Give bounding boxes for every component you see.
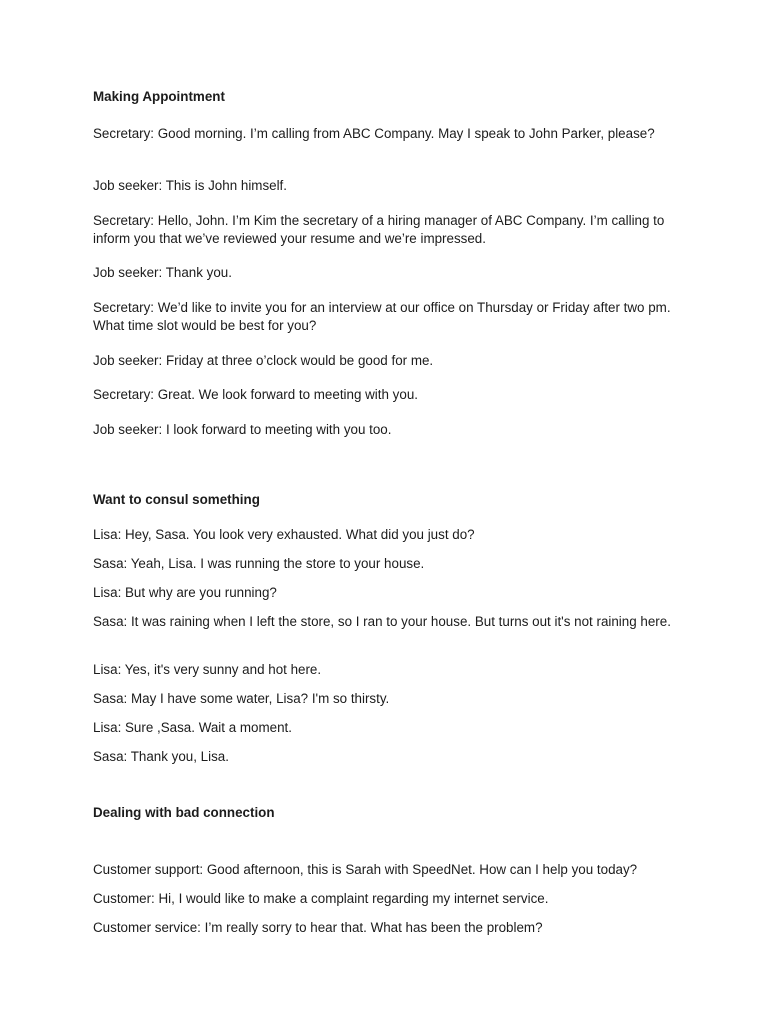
dialogue-line: Sasa: Yeah, Lisa. I was running the store to your house. [93,556,425,571]
dialogue-line: Secretary: Hello, John. I’m Kim the secretary of a hiring manager of ABC Company. I’m calling to inform you that we’ve reviewed your resume and we’re impressed. [93,213,665,246]
section-heading-making-appointment: Making Appointment [93,89,225,104]
dialogue-line: Job seeker: Thank you. [93,265,232,280]
dialogue-line: Lisa: But why are you running? [93,585,277,600]
section-heading-want-to-consul: Want to consul something [93,492,260,507]
dialogue-line: Lisa: Sure ,Sasa. Wait a moment. [93,720,292,735]
dialogue-line: Lisa: Hey, Sasa. You look very exhausted. What did you just do? [93,527,475,542]
dialogue-line: Job seeker: I look forward to meeting with you too. [93,422,392,437]
dialogue-line: Job seeker: Friday at three o’clock would be good for me. [93,353,434,368]
dialogue-line: Customer support: Good afternoon, this is Sarah with SpeedNet. How can I help you today? [93,862,638,877]
dialogue-line: Lisa: Yes, it's very sunny and hot here. [93,662,322,677]
section-heading-bad-connection: Dealing with bad connection [93,805,275,820]
dialogue-line: Customer service: I’m really sorry to hear that. What has been the problem? [93,920,543,935]
dialogue-line: Job seeker: This is John himself. [93,178,288,193]
dialogue-line: Sasa: Thank you, Lisa. [93,749,229,764]
dialogue-line: Sasa: May I have some water, Lisa? I'm so thirsty. [93,691,390,706]
dialogue-line: Secretary: We’d like to invite you for an interview at our office on Thursday or Friday after two pm. What time slot would be best for you? [93,300,671,333]
dialogue-line: Sasa: It was raining when I left the store, so I ran to your house. But turns out it's not raining here. [93,614,671,629]
dialogue-line: Secretary: Great. We look forward to meeting with you. [93,387,418,402]
dialogue-line: Secretary: Good morning. I’m calling from ABC Company. May I speak to John Parker, please? [93,126,655,141]
dialogue-line: Customer: Hi, I would like to make a complaint regarding my internet service. [93,891,549,906]
